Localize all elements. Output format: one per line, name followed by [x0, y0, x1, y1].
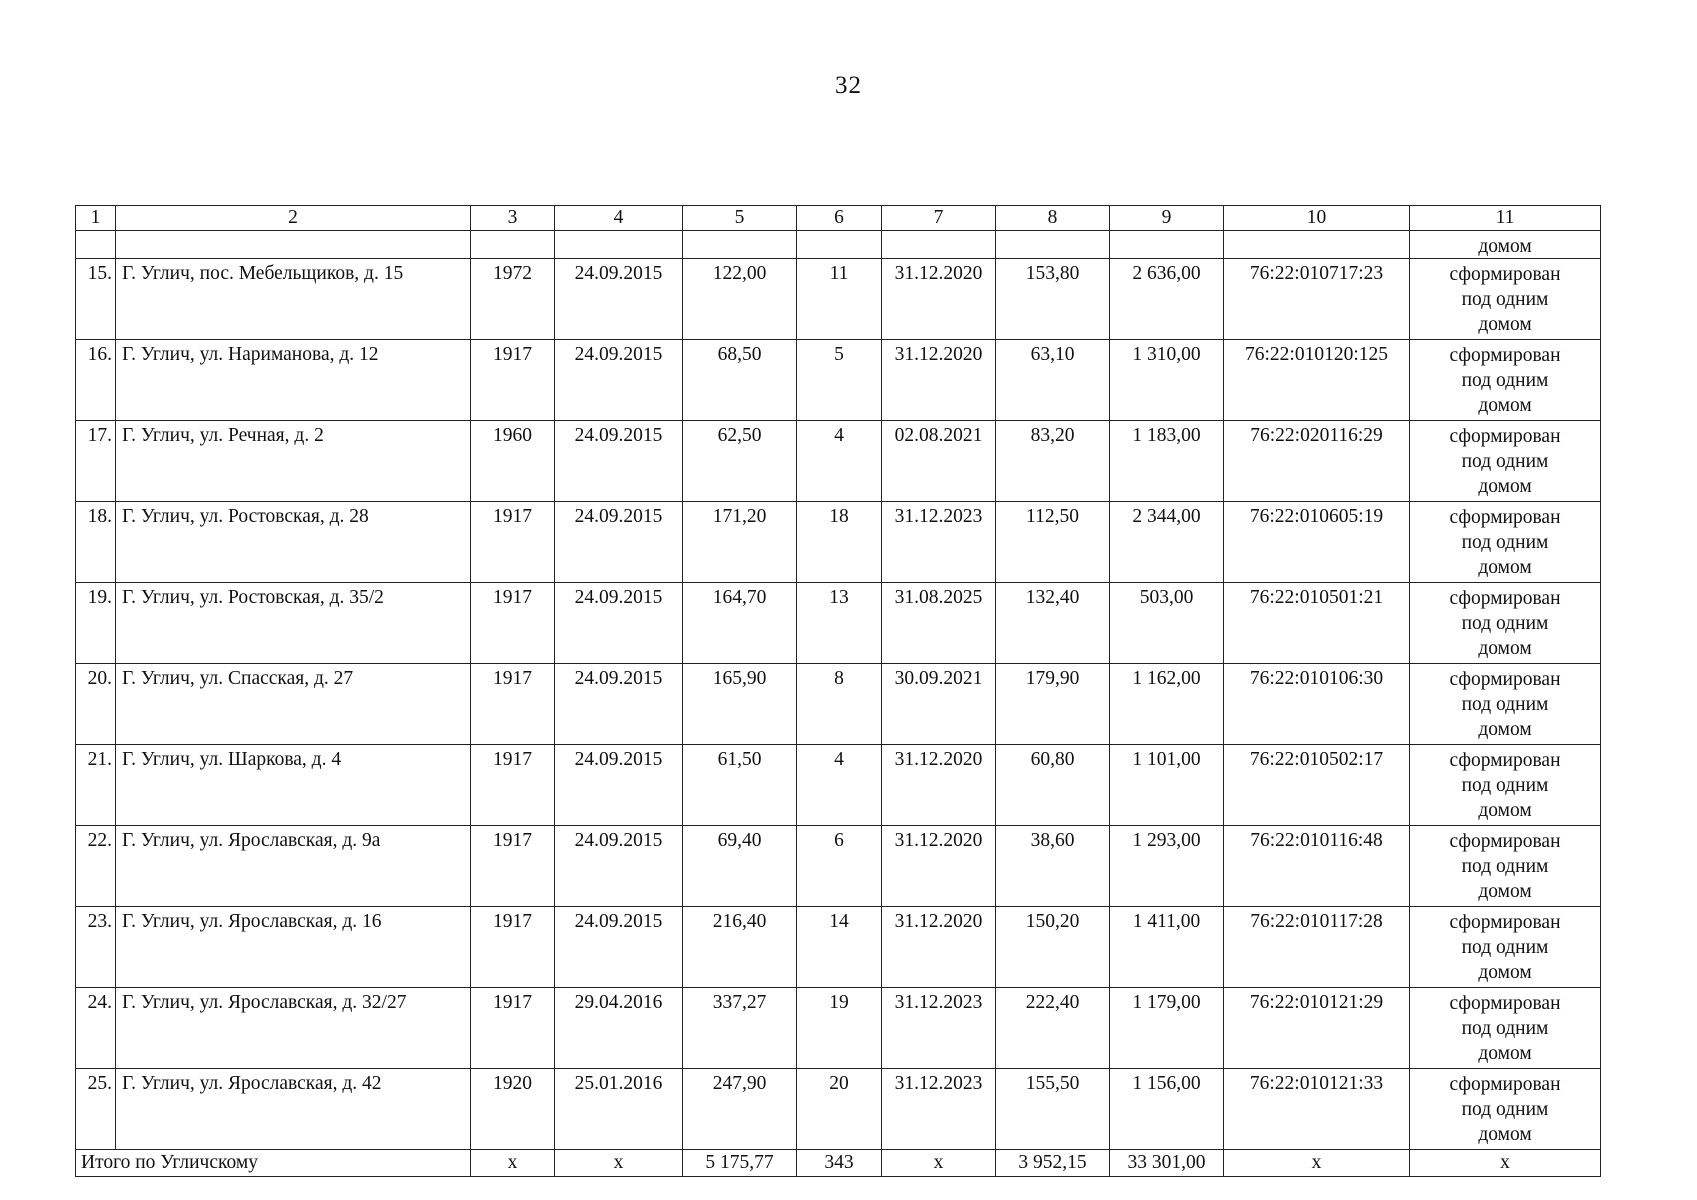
date-cell: 24.09.2015 [555, 421, 683, 502]
land-status-line: сформирован [1449, 264, 1561, 285]
column-9-cell: 1 310,00 [1110, 340, 1224, 421]
column-9-cell: 1 411,00 [1110, 907, 1224, 988]
land-status-cell [1410, 259, 1601, 340]
land-status-line: под одним [1461, 694, 1549, 715]
row-number: 20. [76, 664, 116, 745]
land-status-line: сформирован [1449, 588, 1561, 609]
cadastral-number-cell: 76:22:010121:29 [1224, 988, 1410, 1069]
count-cell: 4 [797, 745, 882, 826]
column-9-cell: 2 636,00 [1110, 259, 1224, 340]
land-status-line: домом [1478, 881, 1532, 902]
column-number: 11 [1410, 206, 1601, 231]
column-number: 2 [116, 206, 471, 231]
table-row [76, 988, 1601, 1069]
column-8-cell: 38,60 [996, 826, 1110, 907]
column-number: 6 [797, 206, 882, 231]
total-c3-cell: x [471, 1150, 555, 1177]
area-cell: 62,50 [683, 421, 797, 502]
address-cell: Г. Углич, ул. Ярославская, д. 9а [116, 826, 471, 907]
cadastral-number-cell: 76:22:010106:30 [1224, 664, 1410, 745]
deadline-cell: 31.12.2020 [882, 340, 996, 421]
table-row [76, 421, 1601, 502]
deadline-cell: 31.12.2020 [882, 907, 996, 988]
land-status-line: домом [1478, 395, 1532, 416]
land-status-cell [1410, 745, 1601, 826]
row-number: 15. [76, 259, 116, 340]
column-number: 3 [471, 206, 555, 231]
column-9-cell: 503,00 [1110, 583, 1224, 664]
table-row [76, 1069, 1601, 1150]
year-cell: 1917 [471, 340, 555, 421]
land-status-line: под одним [1461, 370, 1549, 391]
count-cell: 13 [797, 583, 882, 664]
column-9-cell: 2 344,00 [1110, 502, 1224, 583]
date-cell: 29.04.2016 [555, 988, 683, 1069]
land-status-line: сформирован [1449, 993, 1561, 1014]
address-cell: Г. Углич, ул. Ярославская, д. 16 [116, 907, 471, 988]
land-status-line: домом [1478, 476, 1532, 497]
cadastral-number-cell: 76:22:010116:48 [1224, 826, 1410, 907]
address-cell: Г. Углич, ул. Ярославская, д. 32/27 [116, 988, 471, 1069]
land-status-cell [1410, 664, 1601, 745]
date-cell: 24.09.2015 [555, 259, 683, 340]
year-cell: 1917 [471, 988, 555, 1069]
count-cell: 20 [797, 1069, 882, 1150]
land-status-cell [1410, 502, 1601, 583]
land-status-line: сформирован [1449, 426, 1561, 447]
year-cell: 1917 [471, 502, 555, 583]
total-label: Итого по Угличскому [76, 1150, 471, 1177]
year-cell: 1917 [471, 583, 555, 664]
land-status-line: сформирован [1449, 345, 1561, 366]
year-cell: 1917 [471, 664, 555, 745]
year-cell: 1917 [471, 907, 555, 988]
land-status-line: под одним [1461, 1018, 1549, 1039]
date-cell: 24.09.2015 [555, 583, 683, 664]
table-row [76, 340, 1601, 421]
table-row [76, 502, 1601, 583]
total-c8-cell: 3 952,15 [996, 1150, 1110, 1177]
column-number: 8 [996, 206, 1110, 231]
row-number: 22. [76, 826, 116, 907]
area-cell: 61,50 [683, 745, 797, 826]
area-cell: 216,40 [683, 907, 797, 988]
land-status-line: домом [1478, 1043, 1532, 1064]
table-row [76, 826, 1601, 907]
row-number: 21. [76, 745, 116, 826]
table-row [76, 664, 1601, 745]
year-cell: 1917 [471, 826, 555, 907]
deadline-cell: 31.12.2020 [882, 259, 996, 340]
land-status-line: под одним [1461, 856, 1549, 877]
cadastral-number-cell: 76:22:010605:19 [1224, 502, 1410, 583]
land-status-line: домом [1478, 719, 1532, 740]
deadline-cell: 31.12.2023 [882, 502, 996, 583]
cadastral-number-cell: 76:22:010120:125 [1224, 340, 1410, 421]
continuation-row [76, 231, 1601, 259]
land-status-line: сформирован [1449, 669, 1561, 690]
date-cell: 24.09.2015 [555, 340, 683, 421]
row-number: 16. [76, 340, 116, 421]
deadline-cell: 31.12.2020 [882, 826, 996, 907]
year-cell: 1917 [471, 745, 555, 826]
column-number: 9 [1110, 206, 1224, 231]
row-number: 19. [76, 583, 116, 664]
date-cell: 25.01.2016 [555, 1069, 683, 1150]
deadline-cell: 31.12.2023 [882, 988, 996, 1069]
year-cell: 1972 [471, 259, 555, 340]
count-cell: 5 [797, 340, 882, 421]
cadastral-number-cell: 76:22:020116:29 [1224, 421, 1410, 502]
date-cell: 24.09.2015 [555, 826, 683, 907]
column-8-cell: 112,50 [996, 502, 1110, 583]
column-number-row [76, 206, 1601, 231]
column-9-cell: 1 183,00 [1110, 421, 1224, 502]
address-cell: Г. Углич, ул. Ростовская, д. 28 [116, 502, 471, 583]
column-8-cell: 155,50 [996, 1069, 1110, 1150]
cadastral-number-cell: 76:22:010717:23 [1224, 259, 1410, 340]
page-number: 32 [835, 72, 862, 99]
count-cell: 19 [797, 988, 882, 1069]
land-status-line: домом [1478, 962, 1532, 983]
land-status-line: под одним [1461, 775, 1549, 796]
column-8-cell: 60,80 [996, 745, 1110, 826]
total-c7-cell: x [882, 1150, 996, 1177]
land-status-cell [1410, 826, 1601, 907]
land-status-line: сформирован [1449, 912, 1561, 933]
land-status-cell [1410, 583, 1601, 664]
area-cell: 171,20 [683, 502, 797, 583]
land-status-line: сформирован [1449, 831, 1561, 852]
column-8-cell: 179,90 [996, 664, 1110, 745]
column-number: 1 [76, 206, 116, 231]
row-number: 18. [76, 502, 116, 583]
count-cell: 14 [797, 907, 882, 988]
cadastral-number-cell: 76:22:010502:17 [1224, 745, 1410, 826]
land-status-line: сформирован [1449, 750, 1561, 771]
column-number: 5 [683, 206, 797, 231]
count-cell: 11 [797, 259, 882, 340]
column-8-cell: 150,20 [996, 907, 1110, 988]
land-status-cell [1410, 907, 1601, 988]
table-row [76, 907, 1601, 988]
deadline-cell: 31.12.2020 [882, 745, 996, 826]
land-status-line: домом [1478, 638, 1532, 659]
address-cell: Г. Углич, ул. Ростовская, д. 35/2 [116, 583, 471, 664]
area-cell: 122,00 [683, 259, 797, 340]
total-c10-cell: x [1224, 1150, 1410, 1177]
land-status-line: под одним [1461, 289, 1549, 310]
row-number: 23. [76, 907, 116, 988]
land-status-line: сформирован [1449, 1074, 1561, 1095]
count-cell: 18 [797, 502, 882, 583]
cadastral-number-cell: 76:22:010501:21 [1224, 583, 1410, 664]
land-status-line: домом [1478, 314, 1532, 335]
count-cell: 6 [797, 826, 882, 907]
column-8-cell: 132,40 [996, 583, 1110, 664]
count-cell: 4 [797, 421, 882, 502]
deadline-cell: 02.08.2021 [882, 421, 996, 502]
total-c4-cell: x [555, 1150, 683, 1177]
column-9-cell: 1 156,00 [1110, 1069, 1224, 1150]
row-number: 24. [76, 988, 116, 1069]
row-number: 25. [76, 1069, 116, 1150]
column-number: 10 [1224, 206, 1410, 231]
year-cell: 1920 [471, 1069, 555, 1150]
column-9-cell: 1 293,00 [1110, 826, 1224, 907]
deadline-cell: 31.12.2023 [882, 1069, 996, 1150]
cadastral-number-cell: 76:22:010121:33 [1224, 1069, 1410, 1150]
land-status-line: под одним [1461, 613, 1549, 634]
land-status-line: под одним [1461, 451, 1549, 472]
table-row [76, 745, 1601, 826]
area-cell: 165,90 [683, 664, 797, 745]
area-cell: 68,50 [683, 340, 797, 421]
column-9-cell: 1 179,00 [1110, 988, 1224, 1069]
column-8-cell: 83,20 [996, 421, 1110, 502]
column-9-cell: 1 101,00 [1110, 745, 1224, 826]
row-number: 17. [76, 421, 116, 502]
address-cell: Г. Углич, ул. Речная, д. 2 [116, 421, 471, 502]
land-status-line: под одним [1461, 532, 1549, 553]
column-number: 7 [882, 206, 996, 231]
land-status-cell [1410, 1069, 1601, 1150]
column-number: 4 [555, 206, 683, 231]
area-cell: 69,40 [683, 826, 797, 907]
housing-registry-table [75, 205, 1601, 1177]
date-cell: 24.09.2015 [555, 502, 683, 583]
address-cell: Г. Углич, ул. Нариманова, д. 12 [116, 340, 471, 421]
address-cell: Г. Углич, пос. Мебельщиков, д. 15 [116, 259, 471, 340]
column-8-cell: 153,80 [996, 259, 1110, 340]
area-cell: 247,90 [683, 1069, 797, 1150]
deadline-cell: 31.08.2025 [882, 583, 996, 664]
deadline-cell: 30.09.2021 [882, 664, 996, 745]
date-cell: 24.09.2015 [555, 745, 683, 826]
count-cell: 8 [797, 664, 882, 745]
column-9-cell: 1 162,00 [1110, 664, 1224, 745]
total-c11-cell: x [1410, 1150, 1601, 1177]
column-8-cell: 63,10 [996, 340, 1110, 421]
year-cell: 1960 [471, 421, 555, 502]
table-row [76, 259, 1601, 340]
land-status-cell [1410, 988, 1601, 1069]
address-cell: Г. Углич, ул. Спасская, д. 27 [116, 664, 471, 745]
total-row [76, 1150, 1601, 1177]
date-cell: 24.09.2015 [555, 664, 683, 745]
total-c6-cell: 343 [797, 1150, 882, 1177]
land-status-line: домом [1478, 557, 1532, 578]
cadastral-number-cell: 76:22:010117:28 [1224, 907, 1410, 988]
address-cell: Г. Углич, ул. Ярославская, д. 42 [116, 1069, 471, 1150]
date-cell: 24.09.2015 [555, 907, 683, 988]
column-8-cell: 222,40 [996, 988, 1110, 1069]
continuation-status: домом [1410, 231, 1601, 259]
land-status-line: под одним [1461, 1099, 1549, 1120]
total-c9-cell: 33 301,00 [1110, 1150, 1224, 1177]
table-row [76, 583, 1601, 664]
land-status-cell [1410, 340, 1601, 421]
land-status-line: домом [1478, 800, 1532, 821]
land-status-line: домом [1478, 1124, 1532, 1145]
land-status-line: сформирован [1449, 507, 1561, 528]
land-status-line: под одним [1461, 937, 1549, 958]
total-c5-cell: 5 175,77 [683, 1150, 797, 1177]
land-status-cell [1410, 421, 1601, 502]
address-cell: Г. Углич, ул. Шаркова, д. 4 [116, 745, 471, 826]
area-cell: 337,27 [683, 988, 797, 1069]
area-cell: 164,70 [683, 583, 797, 664]
